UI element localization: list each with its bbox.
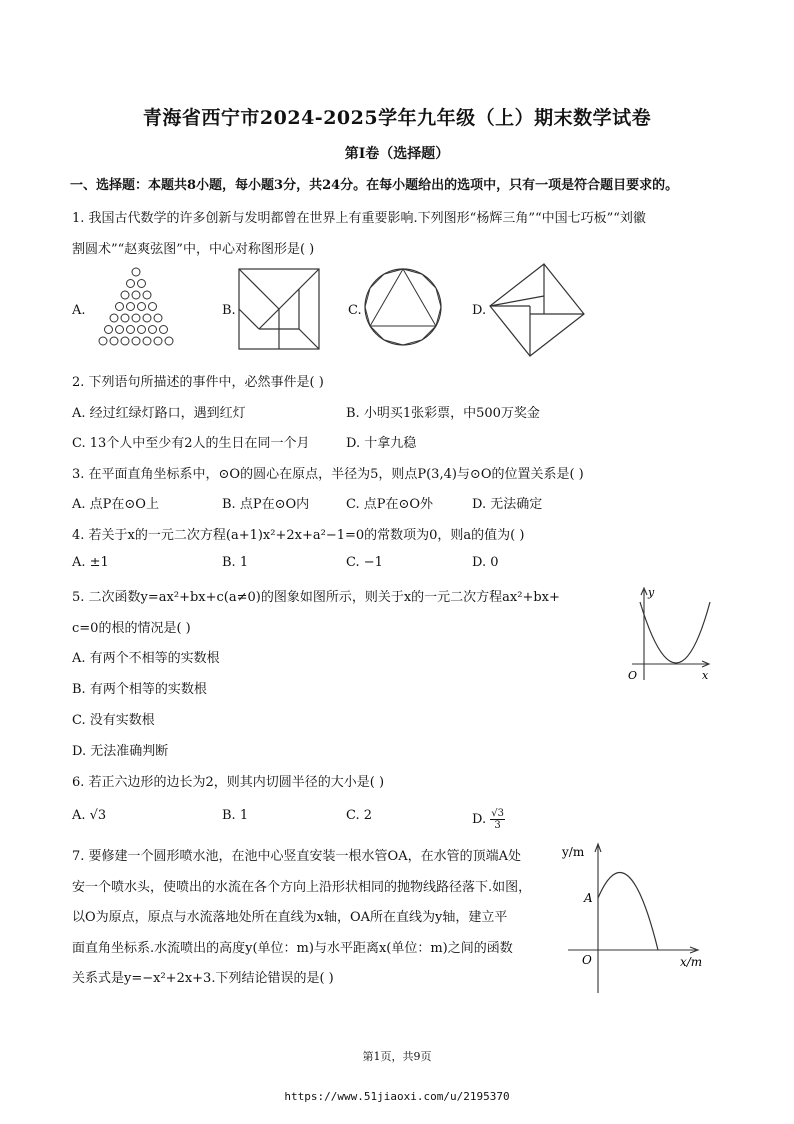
page-subtitle: 第I卷（选择题） <box>344 146 450 162</box>
q3-stem: 3. 在平面直角坐标系中，⊙O的圆心在原点，半径为5，则点P(3,4)与⊙O的位置关系是( ) <box>72 467 584 482</box>
q7-line3: 以O为原点，原点与水流落地处所在直线为x轴，OA所在直线为y轴，建立平 <box>72 910 508 925</box>
triangle-dot <box>143 337 151 345</box>
triangle-dot <box>116 303 124 311</box>
q5-option-c: C. 没有实数根 <box>72 713 155 728</box>
q1-line2: 割圆术”“赵爽弦图”中，中心对称图形是( ) <box>72 242 315 257</box>
q4-stem: 4. 若关于x的一元二次方程(a+1)x²+2x+a²−1=0的常数项为0，则a的值为( ) <box>72 528 525 543</box>
q5-option-a: A. 有两个不相等的实数根 <box>72 651 220 666</box>
outer-circle <box>365 269 441 345</box>
q1-label-a: A. <box>72 303 86 318</box>
q6-option-d-denominator: 3 <box>494 820 501 831</box>
triangle-dot <box>110 337 118 345</box>
triangle-dot <box>143 314 151 322</box>
triangle-dot <box>149 326 157 334</box>
triangle-dot <box>127 326 135 334</box>
q5-option-d: D. 无法准确判断 <box>72 744 169 759</box>
q7-x-label: x/m <box>680 955 703 969</box>
q4-option-d: D. 0 <box>472 555 499 570</box>
triangle-dot <box>127 303 135 311</box>
q7-point-a-label: A <box>584 891 593 905</box>
watermark-url: https://www.51jiaoxi.com/u/2195370 <box>284 1090 510 1103</box>
q3-option-b: B. 点P在⊙O内 <box>222 497 310 512</box>
q2-option-c: C. 13个人中至少有2人的生日在同一个月 <box>72 436 310 451</box>
triangle-dot <box>138 280 146 288</box>
yang-hui-triangle-figure <box>86 264 186 354</box>
q5-x-label: x <box>702 669 709 682</box>
q2-option-d: D. 十拿九稳 <box>346 436 417 451</box>
page-title: 青海省西宁市2024-2025学年九年级（上）期末数学试卷 <box>142 107 652 129</box>
zhao-shuang-figure <box>488 262 586 358</box>
q7-line1: 7. 要修建一个圆形喷水池，在池中心竖直安装一根水管OA，在水管的顶端A处 <box>72 849 521 864</box>
q1-line1: 1. 我国古代数学的许多创新与发明都曾在世界上有重要影响.下列图形“杨辉三角”“中国七巧板”“刘徽 <box>72 211 646 226</box>
triangle-dot <box>127 280 135 288</box>
triangle-dot <box>99 337 107 345</box>
q6-stem: 6. 若正六边形的边长为2，则其内切圆半径的大小是( ) <box>72 775 385 790</box>
triangle-dot <box>132 291 140 299</box>
q7-y-label: y/m <box>562 845 585 859</box>
triangle-dot <box>132 337 140 345</box>
triangle-dot <box>121 337 129 345</box>
triangle-dot <box>154 314 162 322</box>
q1-label-c: C. <box>348 303 362 318</box>
q2-stem: 2. 下列语句所描述的事件中，必然事件是( ) <box>72 375 324 390</box>
triangle-dot <box>121 291 129 299</box>
q6-option-d-fraction <box>490 808 505 831</box>
q7-fountain-graph <box>560 838 720 998</box>
q6-option-d-numerator: √3 <box>491 808 504 819</box>
q4-option-c: C. −1 <box>346 555 383 570</box>
q5-parabola-graph <box>622 584 714 684</box>
q5-option-b: B. 有两个相等的实数根 <box>72 682 207 697</box>
q1-label-d: D. <box>472 303 487 318</box>
tangram-figure <box>238 268 320 350</box>
q3-option-a: A. 点P在⊙O上 <box>72 497 159 512</box>
q2-option-b: B. 小明买1张彩票，中500万奖金 <box>346 406 540 421</box>
triangle-dot <box>132 268 140 276</box>
q4-option-a: A. ±1 <box>72 555 109 570</box>
section-heading: 一、选择题：本题共8小题，每小题3分，共24分。在每小题给出的选项中，只有一项是符合题目要求的。 <box>70 178 679 193</box>
triangle-dot <box>149 303 157 311</box>
q7-line4: 面直角坐标系.水流喷出的高度y(单位：m)与水平距离x(单位：m)之间的函数 <box>72 941 513 956</box>
q5-line1: 5. 二次函数y=ax²+bx+c(a≠0)的图象如图所示，则关于x的一元二次方程ax²+bx+ <box>72 590 560 605</box>
triangle-dot <box>121 314 129 322</box>
q7-origin-label: O <box>582 953 592 967</box>
triangle-dot <box>138 326 146 334</box>
triangle-dot <box>165 337 173 345</box>
q1-label-b: B. <box>222 303 236 318</box>
q5-y-label: y <box>648 586 655 599</box>
q7-line5: 关系式是y=−x²+2x+3.下列结论错误的是( ) <box>72 971 334 986</box>
q7-line2: 安一个喷水头，使喷出的水流在各个方向上沿形状相同的抛物线路径落下.如图， <box>72 880 532 895</box>
triangle-dot <box>132 314 140 322</box>
q6-option-a: A. √3 <box>72 808 107 823</box>
triangle-dot <box>110 314 118 322</box>
q6-option-c: C. 2 <box>346 808 373 823</box>
page-footer: 第1页，共9页 <box>362 1050 432 1063</box>
q3-option-c: C. 点P在⊙O外 <box>346 497 434 512</box>
q2-option-a: A. 经过红绿灯路口，遇到红灯 <box>72 406 246 421</box>
triangle-dot <box>116 326 124 334</box>
q5-line2: c=0的根的情况是( ) <box>72 621 191 636</box>
q6-option-d <box>472 808 505 831</box>
q4-option-b: B. 1 <box>222 555 249 570</box>
triangle-dot <box>143 291 151 299</box>
liu-hui-circle-figure <box>362 266 444 348</box>
triangle-dot <box>154 337 162 345</box>
q3-option-d: D. 无法确定 <box>472 497 543 512</box>
triangle-dot <box>160 326 168 334</box>
q5-origin-label: O <box>628 669 638 682</box>
triangle-dot <box>105 326 113 334</box>
q6-option-b: B. 1 <box>222 808 249 823</box>
triangle-dot <box>138 303 146 311</box>
q6-option-d-label: D. <box>472 812 487 827</box>
